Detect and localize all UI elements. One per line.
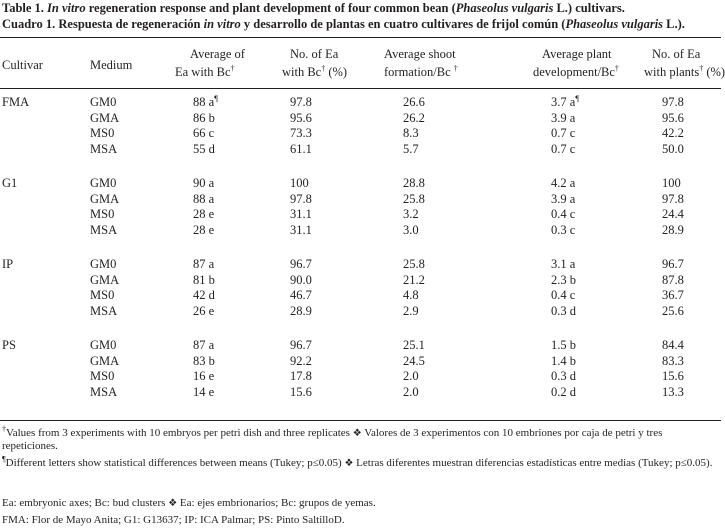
shoot-cell: 2.0: [403, 385, 419, 399]
medium-cell: GMA: [90, 192, 120, 206]
table-top-rule: [0, 37, 721, 38]
separator-diamond-icon: ❖: [352, 428, 362, 439]
table-footnotes: [2, 424, 717, 527]
plants-pct-cell: 97.8: [662, 192, 684, 206]
medium-cell: MSA: [90, 304, 118, 318]
caption-label-es: Cuadro 1.: [2, 17, 56, 31]
footnote-pilcrow-es: Letras diferentes muestran diferencias estadísticas entre medias (Tukey; p≤0.05).: [353, 457, 713, 469]
header-plantdev-line2: [533, 63, 619, 81]
plant-dev-cell: [551, 369, 576, 384]
pct-ea-cell: 96.7: [290, 257, 312, 271]
pct-ea-cell: 28.9: [290, 304, 312, 318]
plants-pct-cell: 95.6: [662, 111, 684, 125]
medium-cell: MS0: [90, 369, 115, 383]
shoot-cell: 3.0: [403, 223, 419, 237]
header-no-ea-text: with Bc: [282, 65, 322, 79]
avg-ea-value: 14 e: [193, 385, 215, 399]
plant-dev-value: 3.1 a: [551, 257, 576, 271]
caption-spanish: [2, 16, 719, 32]
medium-cell: GMA: [90, 273, 120, 287]
pct-ea-cell: 31.1: [290, 223, 312, 237]
pct-ea-cell: 92.2: [290, 354, 312, 368]
pct-ea-cell: 31.1: [290, 207, 312, 221]
header-cultivar: Cultivar: [2, 58, 43, 72]
shoot-cell: 8.3: [403, 126, 419, 140]
medium-cell: MS0: [90, 207, 115, 221]
header-plantdev-text: development/Bc: [533, 65, 615, 79]
shoot-cell: 21.2: [403, 273, 425, 287]
footnote-cultivars: FMA: Flor de Mayo Anita; G1: G13637; IP: ICA Palmar; PS: Pinto SaltilloD.: [2, 514, 345, 526]
table-bottom-rule: [0, 420, 721, 421]
shoot-cell: 26.2: [403, 111, 425, 125]
header-no-ea-unit: (%): [325, 65, 348, 79]
plant-dev-cell: [551, 142, 575, 157]
table-caption: [2, 0, 719, 32]
caption-text-es-mid: y desarrollo de plantas en cuatro cultivares de frijol común (: [240, 17, 566, 31]
medium-cell: GM0: [90, 257, 117, 271]
medium-cell: MS0: [90, 126, 115, 140]
plants-pct-cell: 25.6: [662, 304, 684, 318]
header-plants-line1: No. of Ea: [652, 47, 701, 61]
shoot-cell: 2.0: [403, 369, 419, 383]
pct-ea-cell: 17.8: [290, 369, 312, 383]
header-plants-text: with plants: [644, 65, 700, 79]
avg-ea-value: 87 a: [193, 338, 215, 352]
avg-ea-cell: [193, 288, 215, 303]
pct-ea-cell: 96.7: [290, 338, 312, 352]
avg-ea-cell: [193, 304, 214, 319]
avg-ea-value: 88 a: [193, 192, 215, 206]
avg-ea-cell: [193, 176, 214, 191]
avg-ea-cell: [193, 273, 215, 288]
pct-ea-cell: 97.8: [290, 95, 312, 109]
footnote-dagger: [2, 424, 717, 453]
shoot-cell: 24.5: [403, 354, 425, 368]
pct-ea-cell: 61.1: [290, 142, 312, 156]
plant-dev-cell: [551, 354, 576, 369]
shoot-cell: 4.8: [403, 288, 419, 302]
footnote-pilcrow: [2, 454, 717, 470]
avg-ea-cell: [193, 338, 214, 353]
shoot-cell: 25.1: [403, 338, 425, 352]
caption-text-es: Respuesta de regeneración: [55, 17, 204, 31]
cultivar-label: PS: [2, 338, 16, 352]
avg-ea-value: 87 a: [193, 257, 215, 271]
footnote-pilcrow-mark: ¶: [2, 454, 6, 464]
header-no-ea-line2: [282, 63, 347, 81]
medium-cell: MSA: [90, 223, 118, 237]
plants-pct-cell: 84.4: [662, 338, 684, 352]
footnote-dagger-text: Values from 3 experiments with 10 embryos per petri dish and three replicates: [6, 427, 353, 439]
plant-dev-value: 2.3 b: [551, 273, 576, 287]
plant-dev-value: 0.4 c: [551, 207, 576, 221]
plant-dev-cell: [551, 111, 575, 126]
medium-cell: MSA: [90, 385, 118, 399]
plant-dev-cell: [551, 95, 579, 110]
shoot-cell: 3.2: [403, 207, 419, 221]
avg-ea-value: 86 b: [193, 111, 215, 125]
plant-dev-value: 3.9 a: [551, 111, 576, 125]
header-shoot-sup: †: [453, 63, 458, 73]
plants-pct-cell: 50.0: [662, 142, 684, 156]
shoot-cell: 25.8: [403, 192, 425, 206]
plant-dev-cell: [551, 338, 576, 353]
avg-ea-value: 90 a: [193, 176, 215, 190]
medium-cell: GMA: [90, 354, 120, 368]
separator-diamond-icon: ❖: [168, 498, 178, 509]
header-plantdev-line1: Average plant: [542, 47, 612, 61]
header-shoot-text: formation/Bc: [384, 65, 454, 79]
plant-dev-value: 4.2 a: [551, 176, 576, 190]
plant-dev-value: 0.2 d: [551, 385, 576, 399]
footnote-dagger-es: Valores de 3 experimentos con 10 embriones por caja de petri y tres repeticiones.: [2, 427, 663, 452]
plant-dev-value: 1.4 b: [551, 354, 576, 368]
plants-pct-cell: 96.7: [662, 257, 684, 271]
caption-species-en: Phaseolus vulgaris: [455, 1, 554, 15]
shoot-cell: 5.7: [403, 142, 419, 156]
pct-ea-cell: 95.6: [290, 111, 312, 125]
plant-dev-footnote-mark: ¶: [575, 93, 579, 103]
plants-pct-cell: 97.8: [662, 95, 684, 109]
caption-species-es: Phaseolus vulgaris: [565, 17, 664, 31]
plants-pct-cell: 13.3: [662, 385, 684, 399]
avg-ea-value: 16 e: [193, 369, 215, 383]
caption-text-es-end: L.).: [663, 17, 685, 31]
avg-ea-value: 66 c: [193, 126, 215, 140]
plant-dev-value: 0.3 d: [551, 304, 576, 318]
caption-italic-en: In vitro: [47, 1, 86, 15]
plant-dev-value: 0.7 c: [551, 142, 576, 156]
avg-ea-value: 26 e: [193, 304, 215, 318]
pct-ea-cell: 73.3: [290, 126, 312, 140]
header-plants-line2: [644, 63, 725, 81]
footnote-pilcrow-text: Different letters show statistical differences between means (Tukey; p≤0.05): [5, 457, 345, 469]
caption-text-en: regeneration response and plant development of four common bean (: [85, 1, 456, 15]
pct-ea-cell: 46.7: [290, 288, 312, 302]
avg-ea-value: 83 b: [193, 354, 215, 368]
plant-dev-value: 3.9 a: [551, 192, 576, 206]
medium-cell: GMA: [90, 111, 120, 125]
header-plants-unit: (%): [703, 65, 725, 79]
header-plantdev-sup: †: [614, 63, 619, 73]
cultivar-label: IP: [2, 257, 14, 271]
footnote-abbrev-en: Ea: embryonic axes; Bc: bud clusters: [2, 497, 169, 509]
pct-ea-cell: 97.8: [290, 192, 312, 206]
plant-dev-cell: [551, 385, 576, 400]
plant-dev-cell: [551, 304, 576, 319]
plants-pct-cell: 87.8: [662, 273, 684, 287]
cultivar-label: FMA: [2, 95, 30, 109]
avg-ea-value: 88 a: [193, 95, 215, 109]
header-avg-ea-sup: †: [230, 63, 235, 73]
separator-diamond-icon: ❖: [344, 458, 354, 469]
medium-cell: GM0: [90, 176, 117, 190]
caption-english: [2, 0, 719, 16]
avg-ea-cell: [193, 126, 214, 141]
medium-cell: MSA: [90, 142, 118, 156]
plant-dev-value: 3.7 a: [551, 95, 576, 109]
avg-ea-cell: [193, 385, 214, 400]
plant-dev-cell: [551, 223, 575, 238]
header-avg-ea-text: Ea with Bc: [175, 65, 231, 79]
plant-dev-cell: [551, 176, 575, 191]
shoot-cell: 28.8: [403, 176, 425, 190]
header-shoot-line2: [384, 63, 458, 81]
avg-ea-cell: [193, 369, 214, 384]
avg-ea-cell: [193, 223, 214, 238]
avg-ea-cell: [193, 142, 215, 157]
avg-ea-cell: [193, 192, 214, 207]
header-shoot-line1: Average shoot: [384, 47, 456, 61]
plant-dev-cell: [551, 288, 575, 303]
avg-ea-value: 28 e: [193, 207, 215, 221]
caption-text-en-end: L.) cultivars.: [553, 1, 625, 15]
avg-ea-cell: [193, 257, 214, 272]
avg-ea-value: 42 d: [193, 288, 215, 302]
plant-dev-value: 1.5 b: [551, 338, 576, 352]
avg-ea-cell: [193, 95, 218, 110]
footnote-dagger-mark: †: [2, 424, 6, 434]
header-no-ea-line1: No. of Ea: [290, 47, 339, 61]
header-avg-ea-line2: [175, 63, 235, 81]
plant-dev-cell: [551, 257, 575, 272]
shoot-cell: 2.9: [403, 304, 419, 318]
avg-ea-footnote-mark: ¶: [214, 93, 218, 103]
cultivar-label: G1: [2, 176, 18, 190]
pct-ea-cell: 15.6: [290, 385, 312, 399]
header-avg-ea-line1: Average of: [190, 47, 245, 61]
avg-ea-cell: [193, 207, 214, 222]
avg-ea-value: 28 e: [193, 223, 215, 237]
caption-label-en: Table 1.: [2, 1, 44, 15]
plant-dev-cell: [551, 192, 575, 207]
shoot-cell: 25.8: [403, 257, 425, 271]
avg-ea-cell: [193, 354, 215, 369]
pct-ea-cell: 100: [290, 176, 309, 190]
medium-cell: MS0: [90, 288, 115, 302]
plants-pct-cell: 24.4: [662, 207, 684, 221]
plant-dev-cell: [551, 207, 575, 222]
avg-ea-cell: [193, 111, 215, 126]
medium-cell: GM0: [90, 95, 117, 109]
footnote-abbrev-es: Ea: ejes embrionarios; Bc: grupos de yemas.: [177, 497, 376, 509]
plant-dev-cell: [551, 273, 576, 288]
footnote-abbreviations: [2, 497, 717, 510]
avg-ea-value: 81 b: [193, 273, 215, 287]
shoot-cell: 26.6: [403, 95, 425, 109]
header-medium: Medium: [90, 58, 133, 72]
plant-dev-value: 0.4 c: [551, 288, 576, 302]
pct-ea-cell: 90.0: [290, 273, 312, 287]
plant-dev-value: 0.7 c: [551, 126, 576, 140]
plants-pct-cell: 15.6: [662, 369, 684, 383]
plant-dev-value: 0.3 c: [551, 223, 576, 237]
avg-ea-value: 55 d: [193, 142, 215, 156]
header-no-ea-sup: †: [321, 63, 326, 73]
plant-dev-value: 0.3 d: [551, 369, 576, 383]
medium-cell: GM0: [90, 338, 117, 352]
plants-pct-cell: 100: [662, 176, 681, 190]
header-bottom-rule: [0, 88, 721, 89]
plant-dev-cell: [551, 126, 575, 141]
plants-pct-cell: 83.3: [662, 354, 684, 368]
plants-pct-cell: 42.2: [662, 126, 684, 140]
plants-pct-cell: 36.7: [662, 288, 684, 302]
header-plants-sup: †: [699, 63, 704, 73]
caption-italic-es: in vitro: [203, 17, 241, 31]
plants-pct-cell: 28.9: [662, 223, 684, 237]
